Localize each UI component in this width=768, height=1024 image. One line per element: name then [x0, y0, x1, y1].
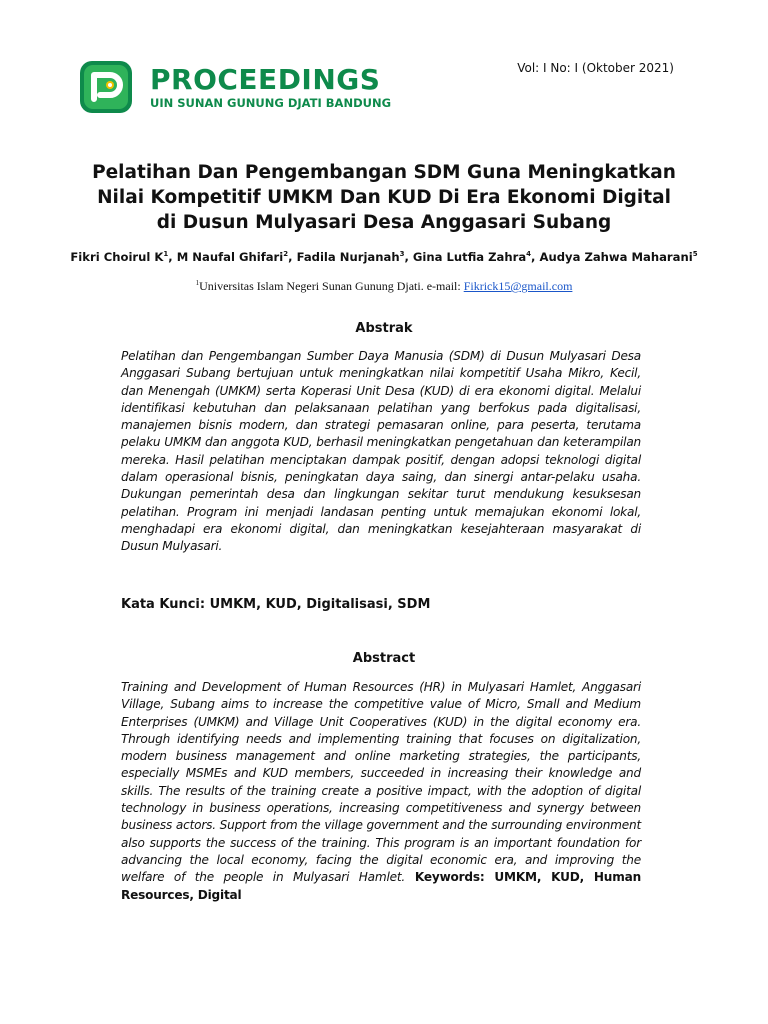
abstract-body: Training and Development of Human Resources (HR) in Mulyasari Hamlet, Anggasari Village, Subang aims to increase the competitive value of Micro, Small and Medium Enterprises (UMKM) and Village Unit Cooperatives (KUD) in the digital economy era. Through identifying needs and implementing training that focuses on digitalization, modern business management and online marketing strategies, the participants, especially MSMEs and KUD members, succeeded in increasing their knowledge and skills. The results of the training create a positive impact, with the adoption of digital technology in business operations, increasing competitiveness and synergy between business actors. Support from the village government and the surrounding environment also supports the success of the training. This program is an important foundation for advancing the local economy, facing the digital economic era, and improving the welfare of the people in Mulyasari Hamlet. [121, 680, 641, 885]
logo-title: PROCEEDINGS [150, 63, 381, 96]
title-line: di Dusun Mulyasari Desa Anggasari Subang [156, 212, 612, 233]
abstrak-body: Pelatihan dan Pengembangan Sumber Daya Manusia (SDM) di Dusun Mulyasari Desa Anggasari Subang bertujuan untuk meningkatkan nilai kompetitif Usaha Mikro, Kecil, dan Menengah (UMKM) serta Koperasi Unit Desa (KUD) di era ekonomi digital. Melalui identifikasi kebutuhan dan pelaksanaan pelatihan yang berfokus pada digitalisasi, manajemen bisnis modern, dan strategi pemasaran online, para peserta, terutama pelaku UMKM dan anggota KUD, berhasil meningkatkan pengetahuan dan keterampilan mereka. Hasil pelatihan menciptakan dampak positif, dengan adopsi teknologi digital dalam operasional bisnis, peningkatan daya saing, dan sinergi antar-pelaku usaha. Dukungan pemerintah desa dan lingkungan sekitar turut mendukung kesuksesan pelatihan. Program ini menjadi landasan penting untuk memajukan ekonomi lokal, menghadapi era ekonomi digital, dan meningkatkan kesejahteraan masyarakat di Dusun Mulyasari. [121, 349, 641, 554]
title-line: Pelatihan Dan Pengembangan SDM Guna Meningkatkan [92, 162, 676, 183]
abstract-body-container [121, 679, 641, 904]
affiliation-text: Universitas Islam Negeri Sunan Gunung Djati. e-mail: [199, 279, 464, 293]
title-line: Nilai Kompetitif UMKM Dan KUD Di Era Ekonomi Digital [97, 187, 671, 208]
email-link[interactable]: Fikrick15@gmail.com [463, 279, 573, 293]
author-name: Audya Zahwa Maharani [539, 249, 693, 264]
author-sup: 1 [163, 250, 169, 258]
proceedings-logo-icon [80, 61, 132, 113]
paper-title [60, 160, 708, 235]
abstrak-heading: Abstrak [355, 321, 413, 336]
author-name: Gina Lutfia Zahra [412, 249, 527, 264]
affiliation [60, 279, 708, 294]
logo-subtitle: UIN SUNAN GUNUNG DJATI BANDUNG [150, 96, 392, 110]
author-sup: 3 [399, 250, 405, 258]
author-list: Fikri Choirul $K^1$, M Naufal Ghifari$^2$, Fadila Nurjanah$^3$, Gina Lutfia Zahra$^4$, Audya Zahwa Maharani$^5$ [70, 249, 698, 264]
author-sup: 2 [283, 250, 289, 258]
author-name: Fadila Nurjanah [296, 249, 400, 264]
abstract-keywords: Keywords: UMKM, KUD, Human Resources, Digital [121, 870, 641, 902]
kata-kunci-values: UMKM, KUD, Digitalisasi, SDM [209, 597, 431, 612]
author-name: Fikri Choirul K [70, 249, 164, 264]
author-name: M Naufal Ghifari [176, 249, 284, 264]
kata-kunci-label: Kata Kunci: [121, 597, 210, 612]
abstract-heading: Abstract [352, 651, 416, 666]
author-sup: 5 [692, 250, 698, 258]
affiliation-sup: 1 [195, 279, 200, 287]
kata-kunci [121, 597, 430, 612]
volume-info: Vol: I No: I (Oktober 2021) [517, 61, 674, 75]
proceedings-logo [80, 60, 392, 114]
author-sup: 4 [526, 250, 532, 258]
